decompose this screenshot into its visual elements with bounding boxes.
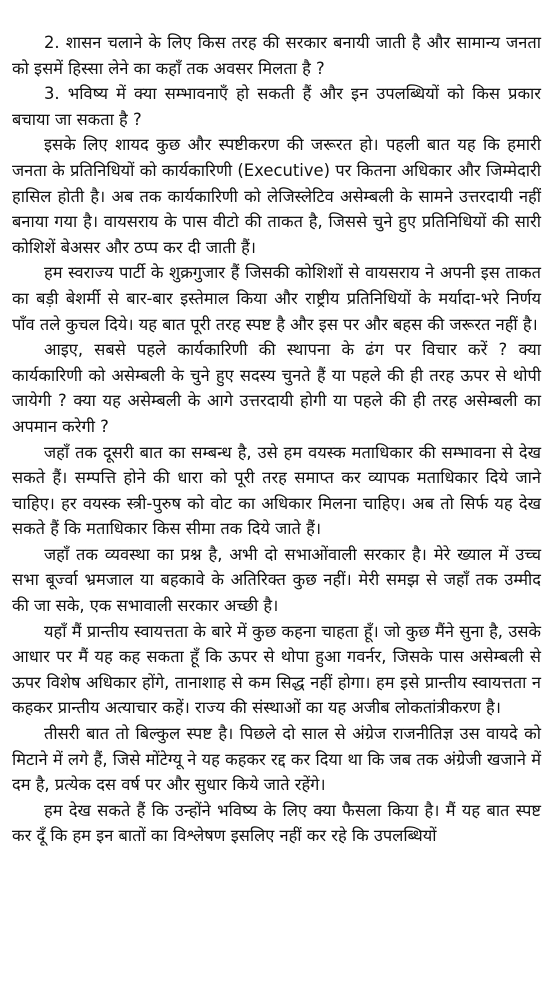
body-paragraph-swaraj-party: हम स्वराज्य पार्टी के शुक्रगुजार हैं जिसकी कोशिशों से वायसराय ने अपनी इस ताकत का बड़ी बेशर्मी से बार-बार इस्तेमाल किया और राष्ट्रीय प्रतिनिधियों के मर्यादा-भरे निर्णय पाँव तले कुचल दिये। यह बात पूरी तरह स्पष्ट है और इस पर और बहस की जरूरत नहीं है। xyxy=(12,263,541,334)
body-paragraph-provincial-autonomy: यहाँ मैं प्रान्तीय स्वायत्तता के बारे में कुछ कहना चाहता हूँ। जो कुछ मैंने सुना है, उसके आधार पर मैं यह कह सकता हूँ कि ऊपर से थोपा हुआ गवर्नर, जिसके पास असेम्बली से ऊपर विशेष अधिकार होंगे, तानाशाह से कम सिद्ध नहीं होगा। हम इसे प्रान्तीय स्वायत्तता न कहकर प्रान्तीय अत्याचार कहें। राज्य की संस्थाओं का यह अजीब लोकतांत्रीकरण है। xyxy=(12,621,541,718)
body-paragraph-future: हम देख सकते हैं कि उन्होंने भविष्य के लिए क्या फैसला किया है। मैं यह बात स्पष्ट कर दूँ कि हम इन बातों का विश्लेषण इसलिए नहीं कर रहे कि उपलब्धियों xyxy=(12,800,541,846)
question-paragraph-2: 2. शासन चलाने के लिए किस तरह की सरकार बनायी जाती है और सामान्य जनता को इसमें हिस्सा लेने का कहाँ तक अवसर मिलता है ? xyxy=(12,33,541,78)
body-paragraph-executive: इसके लिए शायद कुछ और स्पष्टीकरण की जरूरत हो। पहली बात यह कि हमारी जनता के प्रतिनिधियों को कार्यकारिणी (Executive) पर कितना अधिकार और जिम्मेदारी हासिल होती है। अब तक कार्यकारिणी को लेजिस्लेटिव असेम्बली के सामने उत्तरदायी नहीं बनाया गया है। वायसराय के पास वीटो की ताकत है, जिससे चुने हुए प्रतिनिधियों की सारी कोशिशें बेअसर और ठप्प कर दी जाती हैं। xyxy=(12,135,541,257)
body-paragraph-bicameral: जहाँ तक व्यवस्था का प्रश्न है, अभी दो सभाओंवाली सरकार है। मेरे ख्याल में उच्च सभा बूर्ज्वा भ्रमजाल या बहकावे के अतिरिक्त कुछ नहीं। मेरी समझ से जहाँ तक उम्मीद की जा सके, एक सभावाली सरकार अच्छी है। xyxy=(12,544,541,616)
body-paragraph-third-point: तीसरी बात तो बिल्कुल स्पष्ट है। पिछले दो साल से अंग्रेज राजनीतिज्ञ उस वायदे को मिटाने में लगे हैं, जिसे मोंटेग्यू ने यह कहकर रद्द कर दिया था कि जब तक अंग्रेजी खजाने में दम है, प्रत्येक दस वर्ष पर और सुधार किये जाते रहेंगे। xyxy=(12,724,541,795)
body-paragraph-franchise: जहाँ तक दूसरी बात का सम्बन्ध है, उसे हम वयस्क मताधिकार की सम्भावना से देख सकते हैं। सम्पत्ति होने की धारा को पूरी तरह समाप्त कर व्यापक मताधिकार दिये जाने चाहिए। हर वयस्क स्त्री-पुरुष को वोट का अधिकार मिलना चाहिए। अब तो सिर्फ यह देख सकते हैं कि मताधिकार किस सीमा तक दिये जाते हैं। xyxy=(12,442,541,539)
body-paragraph-executive-formation: आइए, सबसे पहले कार्यकारिणी की स्थापना के ढंग पर विचार करें ? क्या कार्यकारिणी को असेम्बली के चुने हुए सदस्य चुनते हैं या पहले की ही तरह ऊपर से थोपी जायेगी ? क्या यह असेम्बली के आगे उत्तरदायी होगी या पहले की ही तरह असेम्बली का अपमान करेगी ? xyxy=(12,340,541,436)
question-paragraph-3: 3. भविष्य में क्या सम्भावनाएँ हो सकती हैं और इन उपलब्धियों को किस प्रकार बचाया जा सकता है ? xyxy=(12,84,541,129)
